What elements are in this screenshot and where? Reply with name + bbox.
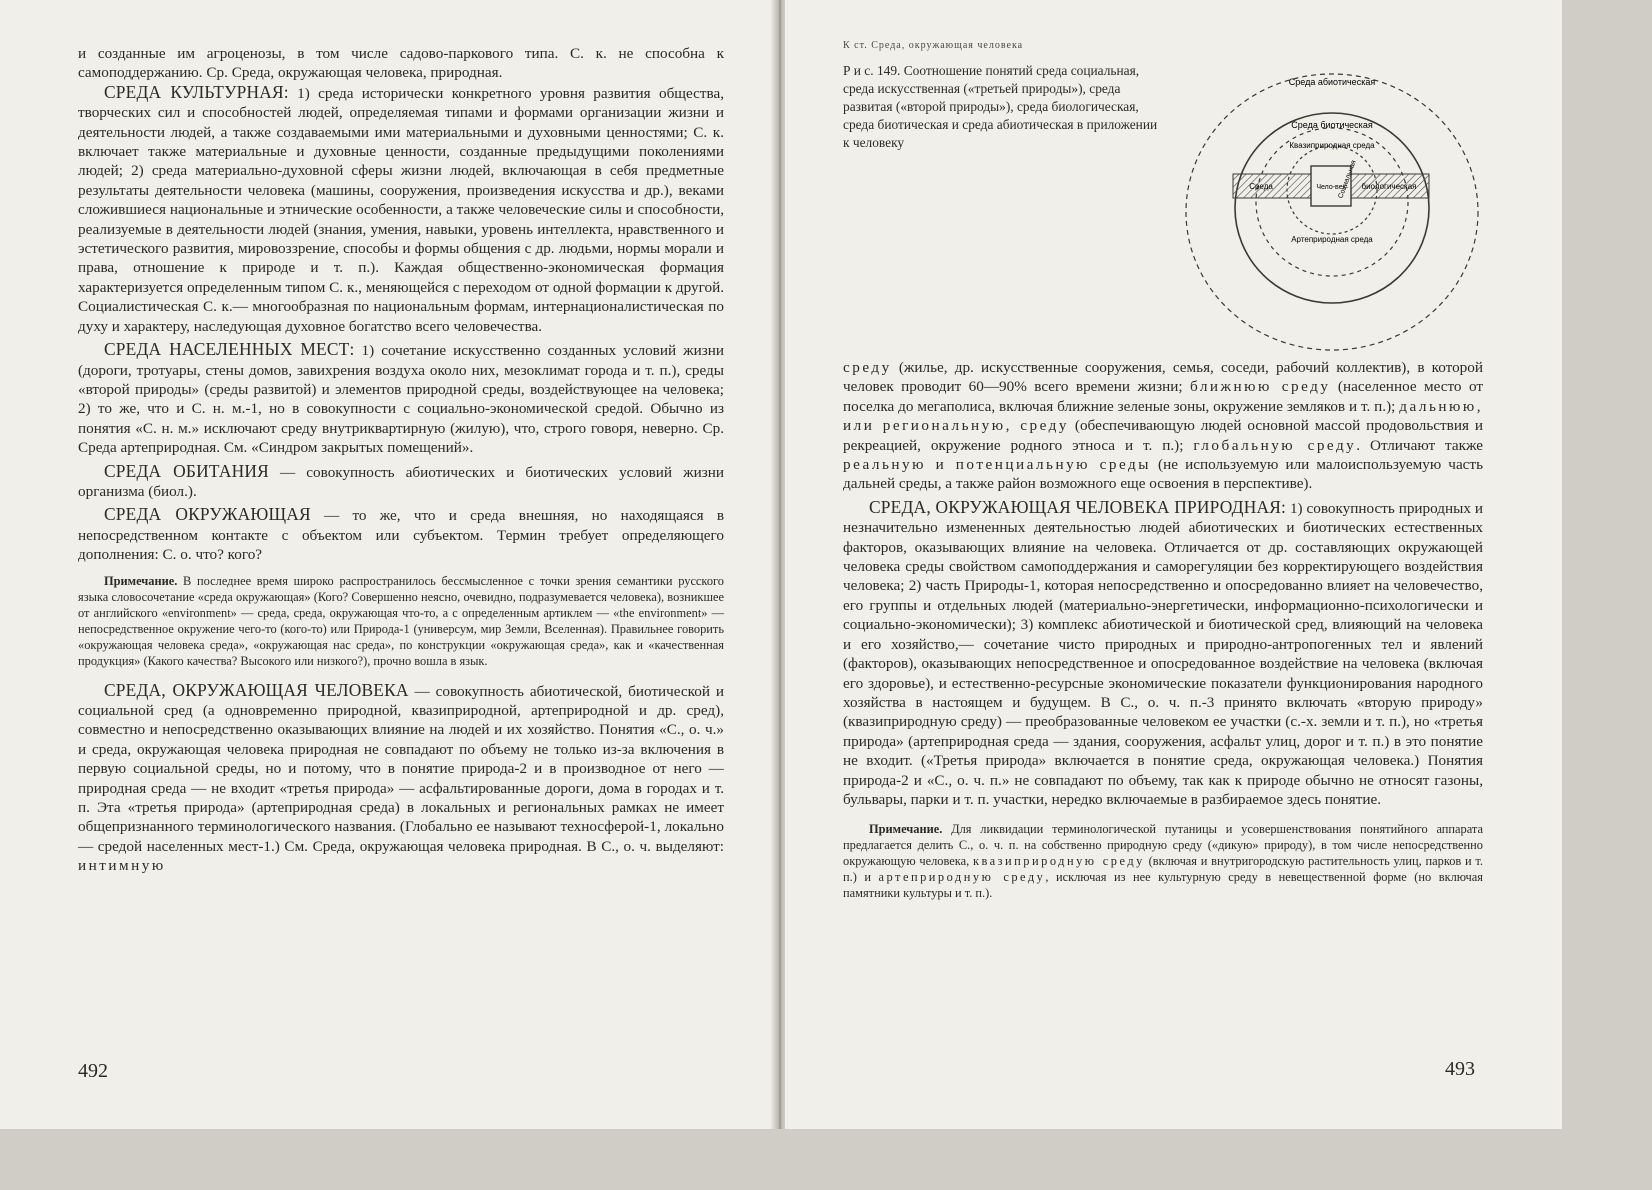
label-biotic: Среда биотическая — [1291, 120, 1373, 130]
page-number-right: 493 — [1445, 1058, 1475, 1080]
label-quasi: Квазиприродная среда — [1289, 141, 1375, 150]
label-arte: Артеприродная среда — [1291, 235, 1373, 244]
note-label: Примечание. — [869, 822, 943, 837]
entry-sreda-naselennykh-mest: СРЕДА НАСЕЛЕННЫХ МЕСТ: 1) сочетание искусственно созданных условий жизни (дороги, тротуары, стены домов, завихрения воздуха около них, мезоклимат города и т. п.), среды «второй природы» (среды развитой) и элементов природной среды, воздействующее на человека; 2) то же, что и С. н. м.-1, но в совокупности с социально-экономической средой. Обычно из понятия «С. н. м.» исключают среду внутриквартирную (жилую), что, строго говоря, неверно. Ср. Среда артеприродная. См. «Синдром закрытых помещений». — [78, 339, 724, 457]
paragraph: и созданные им агроценозы, в том числе садово-паркового типа. С. к. не способна к самоподдержанию. Ср. Среда, окружающая человека, природная. — [78, 45, 724, 82]
figure-caption: Р и с. 149. Соотношение понятий среда социальная, среда искусственная («третьей природы»), среда развитая («второй природы»), среда биологическая, среда биотическая и среда абиотическая в приложении к человеку — [843, 63, 1158, 150]
note: Примечание. В последнее время широко распространилось бессмысленное с точки зрения семантики русского языка словосочетание «среда окружающая» (Кого? Совершенно неясно, очевидно, подразумевается человека), возникшее от английского «environment» — среда, среда, окружающая что-то, а с определенным артиклем — «the environment» — непосредственное окружение чего-то (кого-то) или Природа-1 (универсум, мир Земли, Вселенная). Правильнее говорить «окружающая человека среда», «окружающая нас среда», по конструкции «окружающая среда», как и «качественная продукция» (Какого качества? Высокого или низкого?), прочно вошла в язык. — [78, 573, 724, 668]
abiotic-circle — [1186, 74, 1478, 350]
entry-term: СРЕДА НАСЕЛЕННЫХ МЕСТ: — [104, 339, 355, 360]
label-human: Чело-век — [1316, 184, 1346, 191]
entry-sreda-okruzhayushchaya-cheloveka-prirodnaya: СРЕДА, ОКРУЖАЮЩАЯ ЧЕЛОВЕКА ПРИРОДНАЯ: 1) совокупность природных и незначительно измененных деятельностью людей абиотических и биотических естественных факторов, оказывающих влияние на человека. Отличается от др. составляющих окружающей человека среды свойством самоподдержания и саморегуляции без корректирующего воздействия человека; 2) часть Природы-1, которая непосредственно и опосредованно влияет на человечество, его группы и отдельных людей (материально-энергетически, информационно-психологически и социально-экономически); 3) комплекс абиотической и биотической сред, влияющий на человека и его хозяйство,— сочетание чисто природных и природно-антропогенных тел и явлений (факторов), оказывающих непосредственное и опосредованное воздействие на человека (включая его здоровье), и естественно-ресурсные экономические показатели функционирования народного хозяйства в настоящем и будущем. В С., о. ч. п.-3 принято включать «вторую природу» (квазиприродную среду) — преобразованные человеком ее участки (с.-х. земли и т. п.), но «третья природа» (артеприродная среда — здания, сооружения, асфальт улиц, дорог и т. п.) в это понятие не входит. («Третья природа» включается в понятие среда, окружающая человека.) Понятия природа-2 и «С., о. ч. п.» не совпадают по объему, так как к природе обычно не относят газоны, бульвары, парки и т. п. участки, нередко включаемые в разбираемое здесь понятие. — [843, 496, 1483, 808]
entry-sreda-okruzhayushchaya: СРЕДА ОКРУЖАЮЩАЯ — то же, что и среда внешняя, но находящаяся в непосредственном контакте с объектом или субъектом. Термин требует определяющего дополнения: С. о. что? кого? — [78, 504, 724, 564]
left-text-column — [78, 44, 724, 876]
right-page — [785, 0, 1562, 1129]
entry-term: СРЕДА, ОКРУЖАЮЩАЯ ЧЕЛОВЕКА — [104, 679, 409, 700]
entry-term: СРЕДА, ОКРУЖАЮЩАЯ ЧЕЛОВЕКА ПРИРОДНАЯ: — [869, 496, 1287, 517]
label-social2: Социальная — [1337, 159, 1358, 200]
paragraph-continuation: среду (жилье, др. искусственные сооружения, семья, соседи, рабочий коллектив), в которой человек проводит 60—90% всего времени жизни; ближнюю среду (населенное место от поселка до мегаполиса, включая ближние зеленые зоны, окружение земляков и т. п.); дальнюю, или региональную, среду (обеспечивающую людей основной массой продовольствия и рекреацией, окружение родного этноса и т. п.); глобальную среду. Отличают также реальную и потенциальную среды (не используемую или малоиспользуемую часть дальней среды, а также район возможного еще освоения в перспективе). — [843, 359, 1483, 493]
label-social: Среда — [1249, 182, 1273, 191]
entry-sreda-okruzhayushchaya-cheloveka: СРЕДА, ОКРУЖАЮЩАЯ ЧЕЛОВЕКА — совокупность абиотической, биотической и социальной сред (а одновременно природной, квазиприродной, артеприродной и др. сред), совместно и непосредственно оказывающих влияние на людей и их хозяйство. Понятия «С., о. ч.» и среда, окружающая человека природная не совпадают по объему не только из-за включения в первую социальной среды, но и потому, что в понятие природа-2 и в производное от него — природная среда — не входит «третья природа» — асфальтированные дороги, дома в городах и т. п. Эта «третья природа» (артеприродная среда) в локальных и региональных рамках не имеет общепризнанного терминологического названия. (Глобально ее называют техносферой-1, локально — средой населенных мест-1.) См. Среда, окружающая человека природная. В С., о. ч. выделяют: интимную — [78, 679, 724, 875]
page-number-left: 492 — [78, 1060, 108, 1082]
note: Примечание. Для ликвидации терминологической путаницы и усовершенствования понятийного аппарата предлагается делить С., о. ч. п. на собственно природную среду («дикую» природу), в том числе непосредственно окружающую человека, квазиприродную среду (включая и внутригородскую растительность улиц, парков и т. п.) и артеприродную среду, исключая из нее культурную среду в невещественной форме (но включая памятники культуры и т. п.). — [843, 822, 1483, 901]
note-label: Примечание. — [104, 573, 178, 588]
label-abiotic: Среда абиотическая — [1288, 77, 1376, 87]
entry-term: СРЕДА КУЛЬТУРНАЯ: — [104, 81, 289, 102]
entry-sreda-kulturnaya: СРЕДА КУЛЬТУРНАЯ: 1) среда исторически конкретного уровня развития общества, творческих сил и способностей людей, определяемая типами и формами организации жизни и деятельности людей, а также создаваемыми ими материальными и духовными ценностями; С. к. включает также материальные и духовные ценности, созданные предыдущими поколениями людей; 2) среда материально-духовной сферы жизни людей, включающая в себя предметные результаты деятельности человека (машины, сооружения, произведения искусства и др.), веками сложившиеся национальные и этнические особенности, а также человеческие силы и способности, реализуемые в деятельности людей (знания, умения, навыки, уровень интеллекта, нравственного и эстетического развития, мировоззрение, способы и формы общения с др. людьми, нормы морали и права, отношение к природе и т. п.). Каждая общественно-экономическая формация характеризуется определенным типом С. к., меняющейся с переходом от одной формации к другой. Социалистическая С. к.— многообразная по национальным формам, интернационалистическая по духу и характеру, наследующая духовное богатство всего человечества. — [78, 81, 725, 335]
running-head: К ст. Среда, окружающая человека — [843, 40, 1024, 51]
environment-diagram — [1181, 62, 1483, 352]
left-page — [0, 0, 775, 1129]
entry-term: СРЕДА ОКРУЖАЮЩАЯ — [104, 504, 311, 525]
entry-sreda-obitaniya: СРЕДА ОБИТАНИЯ — совокупность абиотических и биотических условий жизни организма (биол.). — [78, 460, 724, 500]
entry-term: СРЕДА ОБИТАНИЯ — [104, 460, 269, 481]
label-bio: биологическая — [1361, 182, 1417, 191]
right-text-column — [843, 358, 1483, 913]
